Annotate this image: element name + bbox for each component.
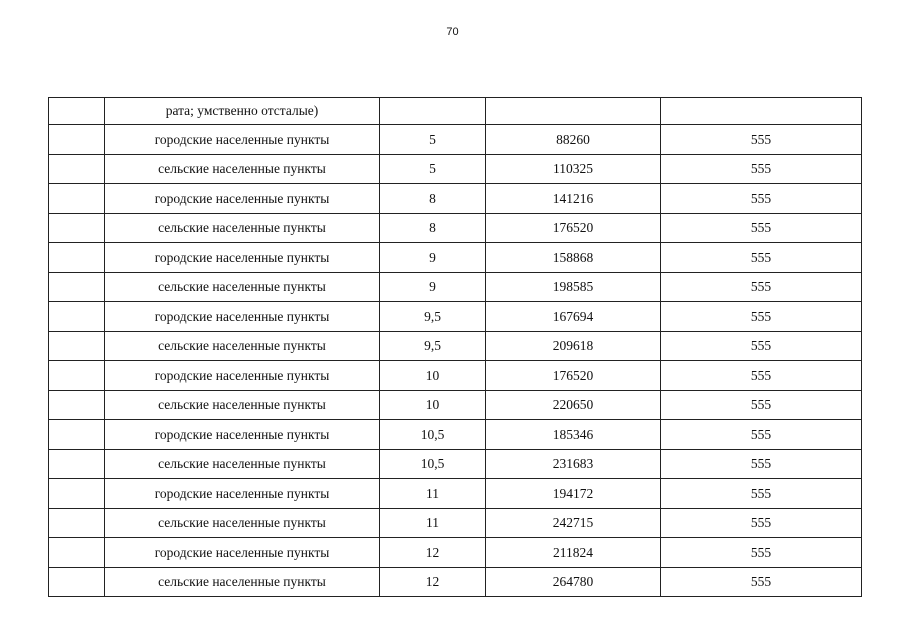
cell-label: городские населенные пункты [105,184,380,214]
cell-code: 555 [661,508,862,538]
cell-code [661,98,862,125]
cell-index [49,302,105,332]
cell-hours: 9,5 [380,331,486,361]
table-row [49,390,862,420]
cell-code: 555 [661,125,862,155]
cell-index [49,98,105,125]
cell-amount: 185346 [486,420,661,450]
cell-hours: 5 [380,125,486,155]
table-row [49,154,862,184]
cell-index [49,243,105,273]
cell-label: городские населенные пункты [105,420,380,450]
table-row [49,184,862,214]
cell-hours: 10,5 [380,449,486,479]
cell-index [49,361,105,391]
cell-amount: 176520 [486,213,661,243]
cell-index [49,125,105,155]
cell-hours: 10 [380,390,486,420]
cell-label: городские населенные пункты [105,125,380,155]
cell-amount: 110325 [486,154,661,184]
cell-amount: 88260 [486,125,661,155]
data-table [48,97,862,597]
table-row [49,125,862,155]
table-row [49,508,862,538]
cell-code: 555 [661,420,862,450]
cell-code: 555 [661,538,862,568]
cell-amount: 231683 [486,449,661,479]
cell-amount: 242715 [486,508,661,538]
table-row [49,420,862,450]
cell-hours: 8 [380,213,486,243]
cell-amount: 198585 [486,272,661,302]
cell-hours: 9 [380,243,486,273]
cell-code: 555 [661,449,862,479]
cell-code: 555 [661,361,862,391]
cell-hours: 11 [380,508,486,538]
cell-amount: 194172 [486,479,661,509]
cell-label: городские населенные пункты [105,479,380,509]
cell-label: городские населенные пункты [105,538,380,568]
cell-label: сельские населенные пункты [105,272,380,302]
cell-amount: 158868 [486,243,661,273]
table-row [49,479,862,509]
table-row [49,449,862,479]
cell-label: городские населенные пункты [105,302,380,332]
cell-label: сельские населенные пункты [105,390,380,420]
cell-code: 555 [661,302,862,332]
cell-amount: 209618 [486,331,661,361]
cell-label: городские населенные пункты [105,243,380,273]
cell-amount: 220650 [486,390,661,420]
cell-code: 555 [661,154,862,184]
table-row [49,538,862,568]
cell-index [49,538,105,568]
cell-label: сельские населенные пункты [105,213,380,243]
table-row-continuation [49,98,862,125]
cell-hours: 5 [380,154,486,184]
cell-code: 555 [661,479,862,509]
cell-index [49,479,105,509]
table-body [49,98,862,597]
cell-label: сельские населенные пункты [105,449,380,479]
cell-index [49,420,105,450]
cell-amount: 211824 [486,538,661,568]
cell-continuation-text: рата; умственно отсталые) [105,98,380,125]
cell-hours [380,98,486,125]
cell-amount: 167694 [486,302,661,332]
cell-index [49,213,105,243]
table-row [49,361,862,391]
cell-index [49,508,105,538]
cell-amount: 264780 [486,567,661,597]
cell-hours: 8 [380,184,486,214]
cell-hours: 9,5 [380,302,486,332]
table-row [49,213,862,243]
cell-index [49,184,105,214]
table-row [49,302,862,332]
table-row [49,331,862,361]
cell-code: 555 [661,184,862,214]
cell-hours: 12 [380,567,486,597]
table-row [49,567,862,597]
table-row [49,272,862,302]
cell-index [49,331,105,361]
cell-label: сельские населенные пункты [105,567,380,597]
cell-code: 555 [661,272,862,302]
cell-hours: 10,5 [380,420,486,450]
cell-code: 555 [661,213,862,243]
cell-amount [486,98,661,125]
data-table-container [48,97,861,597]
cell-amount: 176520 [486,361,661,391]
cell-label: городские населенные пункты [105,361,380,391]
cell-index [49,272,105,302]
cell-code: 555 [661,331,862,361]
cell-code: 555 [661,390,862,420]
table-row [49,243,862,273]
cell-index [49,154,105,184]
cell-index [49,449,105,479]
cell-hours: 11 [380,479,486,509]
page-number: 70 [446,26,459,38]
cell-label: сельские населенные пункты [105,154,380,184]
cell-code: 555 [661,567,862,597]
cell-index [49,390,105,420]
cell-code: 555 [661,243,862,273]
cell-hours: 10 [380,361,486,391]
cell-index [49,567,105,597]
cell-label: сельские населенные пункты [105,331,380,361]
cell-label: сельские населенные пункты [105,508,380,538]
cell-hours: 12 [380,538,486,568]
cell-amount: 141216 [486,184,661,214]
cell-hours: 9 [380,272,486,302]
